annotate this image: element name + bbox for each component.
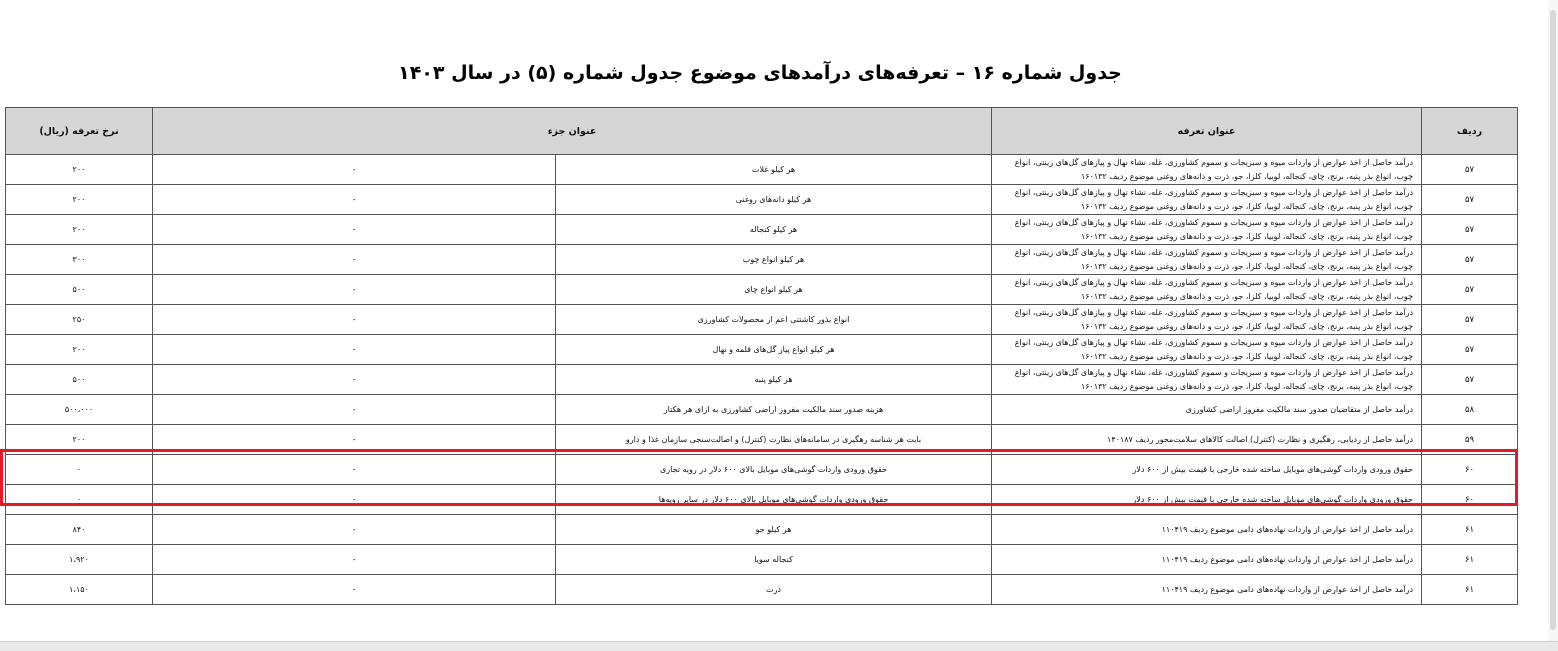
header-item-title: عنوان جزء [153,108,992,155]
cell-sub-item: - [153,545,556,575]
table-row [6,155,1518,185]
table-row [6,485,1518,515]
cell-sub-item: - [153,155,556,185]
cell-tariff-title: درآمد حاصل از متقاضیان صدور سند مالکیت مفروز اراضی کشاورزی [992,395,1422,425]
cell-rate: ۸۴۰ [6,515,153,545]
table-row [6,335,1518,365]
cell-sub-item: - [153,485,556,515]
cell-tariff-title: درآمد حاصل از اخذ عوارض از واردات نهاده‌های دامی موضوع ردیف ۱۱۰۴۱۹ [992,575,1422,605]
cell-rate: ۲۰۰ [6,335,153,365]
cell-rate: ۵۰۰،۰۰۰ [6,395,153,425]
cell-sub-item: - [153,425,556,455]
cell-rate: ۲۰۰ [6,155,153,185]
table-row [6,515,1518,545]
cell-tariff-title: درآمد حاصل از ردیابی، رهگیری و نظارت (کنترل) اصالت کالاهای سلامت‌محور ردیف ۱۴۰۱۸۷ [992,425,1422,455]
table-row [6,455,1518,485]
cell-item-title: هر کیلو دانه‌های روغنی [556,185,992,215]
tariff-table [5,107,1518,605]
cell-item-title: ذرت [556,575,992,605]
cell-item-title: هر کیلو جو [556,515,992,545]
cell-tariff-title: حقوق ورودی واردات گوشی‌های موبایل ساخته شده خارجی با قیمت بیش از ۶۰۰ دلار [992,485,1422,515]
cell-radif: ۵۷ [1422,155,1518,185]
cell-sub-item: - [153,365,556,395]
cell-sub-item: - [153,575,556,605]
table-row [6,545,1518,575]
cell-item-title: هزینه صدور سند مالکیت مفروز اراضی کشاورزی به ازای هر هکتار [556,395,992,425]
cell-item-title: هر کیلو غلات [556,155,992,185]
cell-radif: ۵۹ [1422,425,1518,455]
table-row [6,245,1518,275]
cell-tariff-title: درآمد حاصل از اخذ عوارض از واردات میوه و سبزیجات و سموم کشاورزی، غله، نشاء نهال و پیازهای گل‌های زینتی، انواع چوب، انواع بذر پنبه، برنج، چای، کنجاله، لوبیا، کلزا، جو، ذرت و دانه‌های روغنی موضوع ردیف ۱۶۰۱۳۲ [992,155,1422,185]
cell-radif: ۵۸ [1422,395,1518,425]
cell-sub-item: - [153,215,556,245]
cell-rate: ۲۰۰ [6,425,153,455]
cell-sub-item: - [153,185,556,215]
table-row [6,425,1518,455]
cell-tariff-title: درآمد حاصل از اخذ عوارض از واردات میوه و سبزیجات و سموم کشاورزی، غله، نشاء نهال و پیازهای گل‌های زینتی، انواع چوب، انواع بذر پنبه، برنج، چای، کنجاله، لوبیا، کلزا، جو، ذرت و دانه‌های روغنی موضوع ردیف ۱۶۰۱۳۲ [992,275,1422,305]
cell-tariff-title: درآمد حاصل از اخذ عوارض از واردات میوه و سبزیجات و سموم کشاورزی، غله، نشاء نهال و پیازهای گل‌های زینتی، انواع چوب، انواع بذر پنبه، برنج، چای، کنجاله، لوبیا، کلزا، جو، ذرت و دانه‌های روغنی موضوع ردیف ۱۶۰۱۳۲ [992,185,1422,215]
cell-radif: ۵۷ [1422,245,1518,275]
cell-rate: ۳۰۰ [6,245,153,275]
cell-rate: ۱،۹۲۰ [6,545,153,575]
table-row [6,305,1518,335]
cell-radif: ۶۰ [1422,455,1518,485]
cell-radif: ۶۱ [1422,575,1518,605]
cell-tariff-title: حقوق ورودی واردات گوشی‌های موبایل ساخته شده خارجی با قیمت بیش از ۶۰۰ دلار [992,455,1422,485]
cell-tariff-title: درآمد حاصل از اخذ عوارض از واردات نهاده‌های دامی موضوع ردیف ۱۱۰۴۱۹ [992,515,1422,545]
table-body [6,155,1518,605]
cell-sub-item: - [153,335,556,365]
cell-rate: ۲۵۰ [6,305,153,335]
cell-sub-item: - [153,245,556,275]
cell-rate: ۵۰۰ [6,365,153,395]
cell-radif: ۵۷ [1422,215,1518,245]
cell-radif: ۶۰ [1422,485,1518,515]
cell-rate: ۱،۱۵۰ [6,575,153,605]
cell-item-title: هر کیلو انواع چوب [556,245,992,275]
table-row [6,275,1518,305]
cell-radif: ۵۷ [1422,275,1518,305]
table-header-row [6,108,1518,155]
cell-rate: ۵۰۰ [6,275,153,305]
cell-rate: ۰ [6,455,153,485]
header-rate: نرخ تعرفه (ریال) [6,108,153,155]
cell-rate: ۲۰۰ [6,215,153,245]
table-row [6,185,1518,215]
cell-radif: ۶۱ [1422,515,1518,545]
table-row [6,215,1518,245]
cell-radif: ۶۱ [1422,545,1518,575]
cell-item-title: حقوق ورودی واردات گوشی‌های موبایل بالای ۶۰۰ دلار در سایر رویه‌ها [556,485,992,515]
cell-item-title: حقوق ورودی واردات گوشی‌های موبایل بالای ۶۰۰ دلار در رویه تجاری [556,455,992,485]
cell-tariff-title: درآمد حاصل از اخذ عوارض از واردات میوه و سبزیجات و سموم کشاورزی، غله، نشاء نهال و پیازهای گل‌های زینتی، انواع چوب، انواع بذر پنبه، برنج، چای، کنجاله، لوبیا، کلزا، جو، ذرت و دانه‌های روغنی موضوع ردیف ۱۶۰۱۳۲ [992,335,1422,365]
header-tariff-title: عنوان تعرفه [992,108,1422,155]
table-row [6,365,1518,395]
page-title: جدول شماره ۱۶ – تعرفه‌های درآمدهای موضوع جدول شماره (۵) در سال ۱۴۰۳ [398,62,1122,84]
cell-sub-item: - [153,275,556,305]
table-row [6,575,1518,605]
vertical-scrollbar[interactable] [1548,0,1558,641]
cell-sub-item: - [153,305,556,335]
cell-tariff-title: درآمد حاصل از اخذ عوارض از واردات نهاده‌های دامی موضوع ردیف ۱۱۰۴۱۹ [992,545,1422,575]
cell-sub-item: - [153,455,556,485]
cell-radif: ۵۷ [1422,335,1518,365]
vertical-scrollbar-thumb[interactable] [1550,10,1556,630]
cell-rate: ۲۰۰ [6,185,153,215]
cell-tariff-title: درآمد حاصل از اخذ عوارض از واردات میوه و سبزیجات و سموم کشاورزی، غله، نشاء نهال و پیازهای گل‌های زینتی، انواع چوب، انواع بذر پنبه، برنج، چای، کنجاله، لوبیا، کلزا، جو، ذرت و دانه‌های روغنی موضوع ردیف ۱۶۰۱۳۲ [992,365,1422,395]
cell-radif: ۵۷ [1422,185,1518,215]
cell-radif: ۵۷ [1422,365,1518,395]
cell-item-title: کنجاله سویا [556,545,992,575]
table-row [6,395,1518,425]
cell-sub-item: - [153,515,556,545]
cell-rate: ۰ [6,485,153,515]
cell-item-title: هر کیلو کنجاله [556,215,992,245]
cell-tariff-title: درآمد حاصل از اخذ عوارض از واردات میوه و سبزیجات و سموم کشاورزی، غله، نشاء نهال و پیازهای گل‌های زینتی، انواع چوب، انواع بذر پنبه، برنج، چای، کنجاله، لوبیا، کلزا، جو، ذرت و دانه‌های روغنی موضوع ردیف ۱۶۰۱۳۲ [992,215,1422,245]
header-radif: ردیف [1422,108,1518,155]
cell-item-title: هر کیلو پنبه [556,365,992,395]
cell-radif: ۵۷ [1422,305,1518,335]
cell-item-title: هر کیلو انواع چای [556,275,992,305]
cell-sub-item: - [153,395,556,425]
cell-tariff-title: درآمد حاصل از اخذ عوارض از واردات میوه و سبزیجات و سموم کشاورزی، غله، نشاء نهال و پیازهای گل‌های زینتی، انواع چوب، انواع بذر پنبه، برنج، چای، کنجاله، لوبیا، کلزا، جو، ذرت و دانه‌های روغنی موضوع ردیف ۱۶۰۱۳۲ [992,245,1422,275]
cell-tariff-title: درآمد حاصل از اخذ عوارض از واردات میوه و سبزیجات و سموم کشاورزی، غله، نشاء نهال و پیازهای گل‌های زینتی، انواع چوب، انواع بذر پنبه، برنج، چای، کنجاله، لوبیا، کلزا، جو، ذرت و دانه‌های روغنی موضوع ردیف ۱۶۰۱۳۲ [992,305,1422,335]
cell-item-title: بابت هر شناسه رهگیری در سامانه‌های نظارت (کنترل) و اصالت‌سنجی سازمان غذا و دارو [556,425,992,455]
cell-item-title: هر کیلو انواع پیاز گل‌های قلمه و نهال [556,335,992,365]
cell-item-title: انواع بذور کاشتنی اعم از محصولات کشاورزی [556,305,992,335]
